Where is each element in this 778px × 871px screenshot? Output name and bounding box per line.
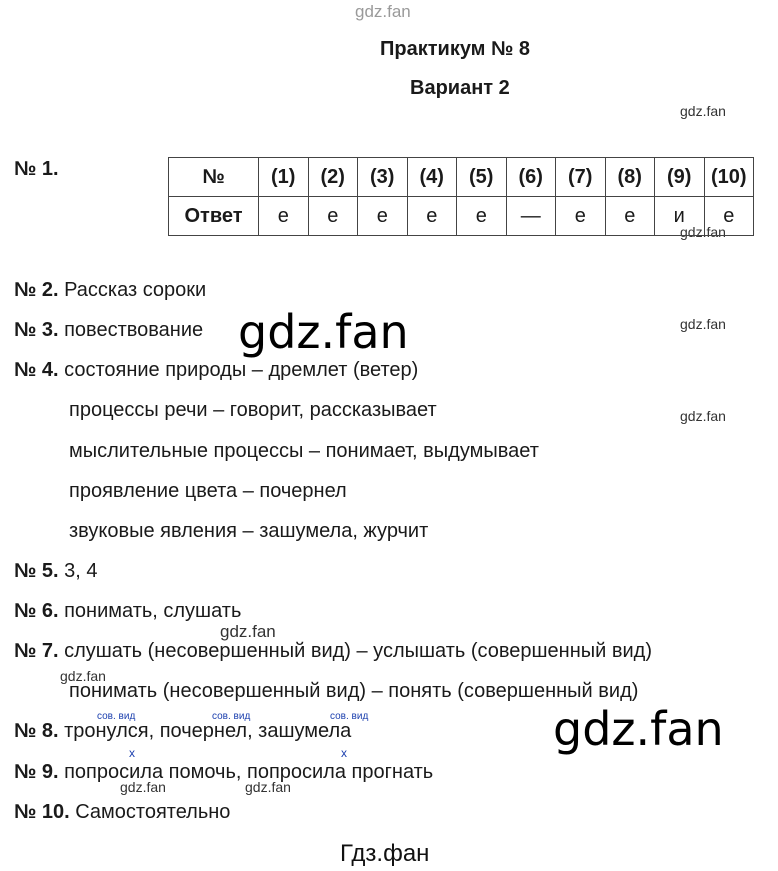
task-10-number: № 10. [14, 801, 70, 823]
task-4-line: процессы речи – говорит, рассказывает [69, 399, 437, 421]
task-2 [14, 279, 206, 302]
table-cell: е [308, 197, 358, 236]
task-6 [14, 600, 241, 623]
page-title: Практикум № 8 [380, 38, 531, 60]
watermark-small: gdz.fan [680, 408, 726, 424]
table-column: (4) [407, 158, 457, 197]
watermark-small: gdz.fan [680, 103, 726, 119]
table-column: (2) [308, 158, 358, 197]
table-cell: е [457, 197, 507, 236]
task-4-line: проявление цвета – почернел [69, 480, 347, 502]
task-4-line: состояние природы – дремлет (ветер) [64, 359, 419, 381]
table-column: (10) [704, 158, 754, 197]
table-column: (7) [556, 158, 606, 197]
task-4-line: мыслительные процессы – понимает, выдумывает [69, 440, 539, 462]
task-7-line: понимать (несовершенный вид) – понять (совершенный вид) [69, 680, 639, 702]
task-7-line: слушать (несовершенный вид) – услышать (совершенный вид) [64, 640, 653, 662]
task-9 [14, 761, 433, 784]
watermark-small: gdz.fan [60, 668, 106, 684]
variant-title: Вариант 2 [410, 77, 510, 99]
task-4 [14, 359, 418, 382]
task-4-number: № 4. [14, 359, 59, 381]
table-cell: е [704, 197, 754, 236]
task-1-number: № 1. [14, 158, 59, 180]
answer-table [168, 157, 754, 236]
task-6-text: понимать, слушать [64, 600, 242, 622]
watermark-small: gdz.fan [120, 779, 166, 795]
table-answer-label: Ответ [169, 197, 259, 236]
task-3-text: повествование [64, 319, 204, 341]
task-9-number: № 9. [14, 761, 59, 783]
task-2-text: Рассказ сороки [64, 279, 207, 301]
table-column: (8) [605, 158, 655, 197]
watermark-small: gdz.fan [245, 779, 291, 795]
task-5-text: 3, 4 [64, 560, 98, 582]
task-9-text: попросила помочь, попросила прогнать [64, 761, 434, 783]
table-header-row [169, 158, 754, 197]
watermark-small: gdz.fan [680, 316, 726, 332]
table-cell: е [605, 197, 655, 236]
aspect-note: сов. вид [212, 711, 251, 722]
aspect-note: сов. вид [330, 711, 369, 722]
task-10-text: Самостоятельно [75, 801, 231, 823]
task-7-number: № 7. [14, 640, 59, 662]
aspect-note: сов. вид [97, 711, 136, 722]
task-8 [14, 720, 351, 743]
watermark-big: gdz.fan [553, 702, 724, 756]
table-answer-row [169, 197, 754, 236]
task-4-line: звуковые явления – зашумела, журчит [69, 520, 429, 542]
table-header-label: № [169, 158, 259, 197]
task-5-number: № 5. [14, 560, 59, 582]
table-cell: е [259, 197, 309, 236]
watermark-small: gdz.fan [220, 622, 276, 641]
watermark-small: gdz.fan [680, 224, 726, 240]
table-cell: и [655, 197, 705, 236]
table-cell: е [407, 197, 457, 236]
task-2-number: № 2. [14, 279, 59, 301]
task-8-number: № 8. [14, 720, 59, 742]
task-5 [14, 560, 97, 583]
task-3-number: № 3. [14, 319, 59, 341]
footer-text: Гдз.фан [340, 840, 430, 867]
task-6-number: № 6. [14, 600, 59, 622]
watermark-big: gdz.fan [238, 305, 409, 359]
task-3 [14, 319, 203, 342]
task-10 [14, 801, 230, 824]
table-column: (5) [457, 158, 507, 197]
watermark-top: gdz.fan [355, 2, 411, 21]
table-column: (6) [506, 158, 556, 197]
table-cell: е [556, 197, 606, 236]
task-8-text: тронулся, почернел, зашумела [64, 720, 352, 742]
table-cell: е [358, 197, 408, 236]
table-column: (9) [655, 158, 705, 197]
task-7 [14, 640, 652, 663]
cross-mark: x [129, 746, 135, 760]
cross-mark: x [341, 746, 347, 760]
table-column: (3) [358, 158, 408, 197]
table-column: (1) [259, 158, 309, 197]
table-cell: — [506, 197, 556, 236]
